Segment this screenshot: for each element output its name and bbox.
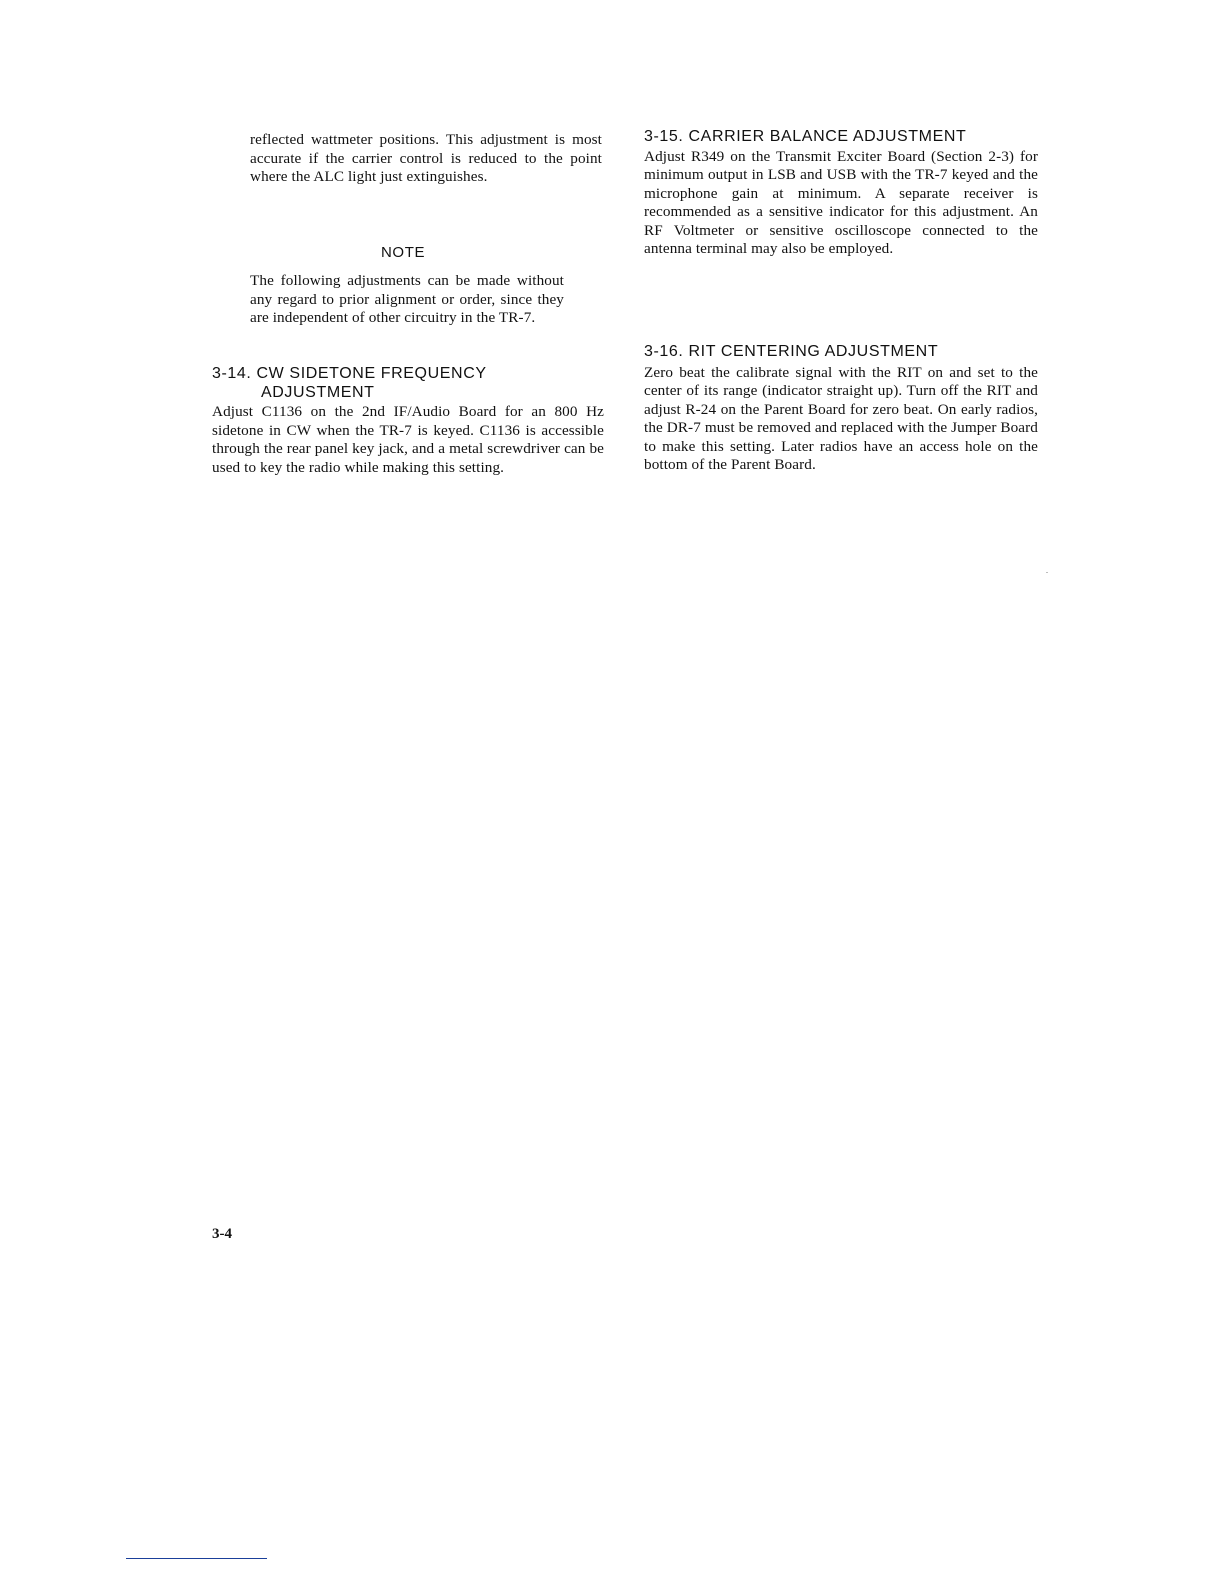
scan-speck	[1046, 572, 1048, 573]
section-3-15-heading	[644, 128, 1038, 147]
section-3-16-title: RIT CENTERING ADJUSTMENT	[688, 343, 939, 360]
section-3-15-body: Adjust R349 on the Transmit Exciter Board (Section 2-3) for minimum output in LSB and USB with the TR-7 keyed and the microphone gain at minimum. A separate receiver is recommended as a sensitive indicator for this adjustment. An RF Voltmeter or sensitive oscilloscope connected to the antenna terminal may also be employed.	[644, 147, 1038, 258]
page-number: 3-4	[212, 1226, 232, 1242]
section-3-14	[212, 365, 604, 477]
section-3-15-number: 3-15.	[644, 128, 684, 145]
section-3-16-body: Zero beat the calibrate signal with the RIT on and set to the center of its range (indicator straight up). Turn off the RIT and adjust R-24 on the Parent Board for zero beat. On early radios, the DR-7 must be removed and replaced with the Jumper Board to make this setting. Later radios have an access hole on the bottom of the Parent Board.	[644, 363, 1038, 474]
section-3-14-body: Adjust C1136 on the 2nd IF/Audio Board for an 800 Hz sidetone in CW when the TR-7 is keyed. C1136 is accessible through the rear panel key jack, and a metal screwdriver can be used to key the radio while making this setting.	[212, 403, 604, 476]
intro-paragraph: reflected wattmeter positions. This adjustment is most accurate if the carrier control is reduced to the point where the ALC light just extinguishes.	[250, 131, 602, 186]
section-3-14-number: 3-14.	[212, 365, 252, 382]
section-3-15-title: CARRIER BALANCE ADJUSTMENT	[688, 128, 967, 145]
section-3-16-number: 3-16.	[644, 343, 684, 360]
section-3-16	[644, 343, 1038, 475]
section-3-14-heading	[212, 365, 604, 402]
section-3-15	[644, 128, 1038, 259]
footer-rule	[126, 1558, 267, 1559]
section-3-14-title-line2: ADJUSTMENT	[261, 383, 375, 401]
note-body: The following adjustments can be made without any regard to prior alignment or order, since they are independent of other circuitry in the TR-7.	[250, 272, 564, 327]
section-3-16-heading	[644, 343, 1038, 362]
note-title: NOTE	[381, 244, 426, 261]
section-3-14-title-line1: CW SIDETONE FREQUENCY	[256, 365, 487, 382]
